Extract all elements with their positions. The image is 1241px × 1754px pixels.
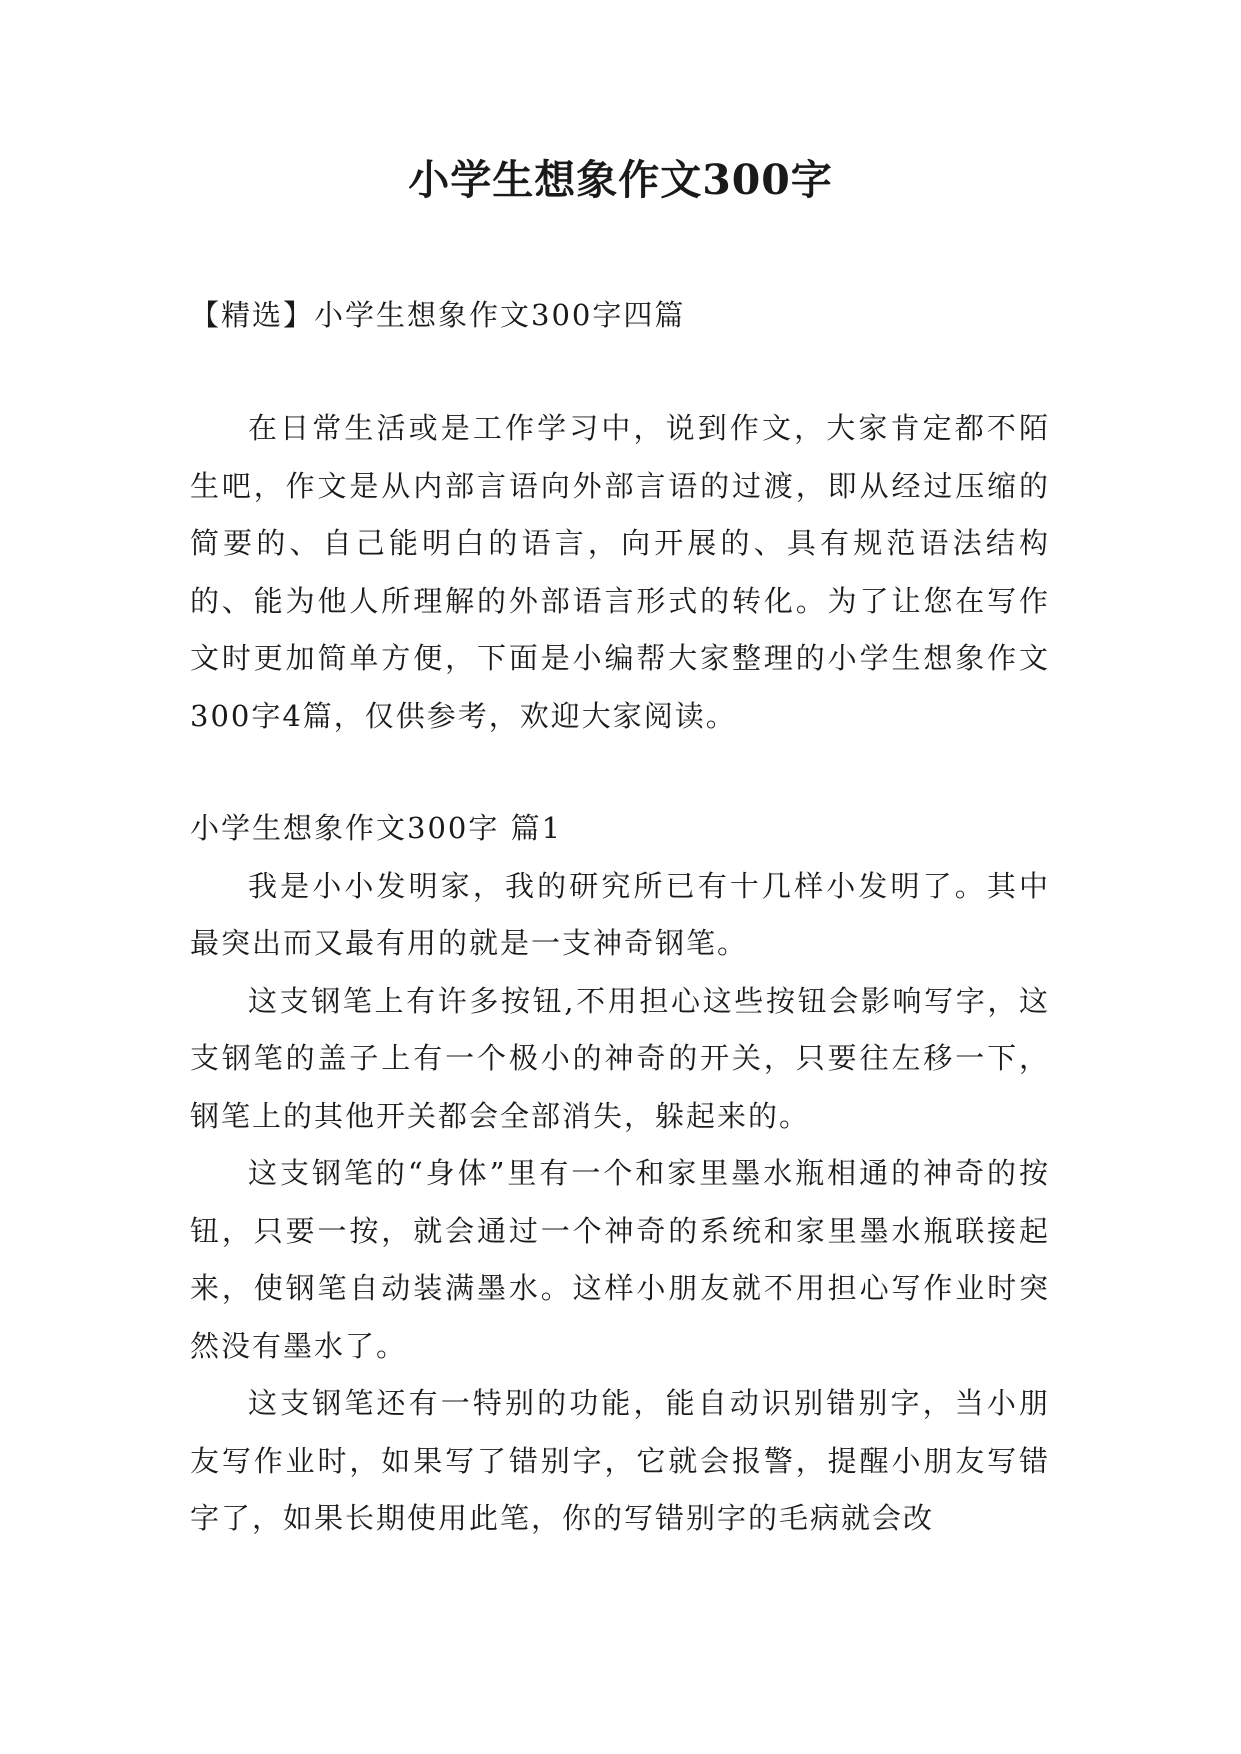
essay-paragraph-3: 这支钢笔的“身体”里有一个和家里墨水瓶相通的神奇的按钮，只要一按，就会通过一个神奇的系统和家里墨水瓶联接起来，使钢笔自动装满墨水。这样小朋友就不用担心写作业时突然没有墨水了。: [190, 1156, 1050, 1363]
section-heading: 小学生想象作文300字 篇1: [190, 811, 563, 845]
document-subtitle: 【精选】小学生想象作文300字四篇: [190, 298, 686, 332]
intro-paragraph: 在日常生活或是工作学习中，说到作文，大家肯定都不陌生吧，作文是从内部言语向外部言语的过渡，即从经过压缩的简要的、自己能明白的语言，向开展的、具有规范语法结构的、能为他人所理解的外部语言形式的转化。为了让您在写作文时更加简单方便，下面是小编帮大家整理的小学生想象作文300字4篇，仅供参考，欢迎大家阅读。: [190, 411, 1050, 733]
essay-paragraph-2: 这支钢笔上有许多按钮,不用担心这些按钮会影响写字，这支钢笔的盖子上有一个极小的神奇的开关，只要往左移一下，钢笔上的其他开关都会全部消失，躲起来的。: [190, 983, 1050, 1133]
document-title: 小学生想象作文300字: [408, 156, 833, 204]
essay-paragraph-1: 我是小小发明家，我的研究所已有十几样小发明了。其中最突出而又最有用的就是一支神奇钢笔。: [190, 868, 1050, 960]
essay-paragraph-4: 这支钢笔还有一特别的功能，能自动识别错别字，当小朋友写作业时，如果写了错别字，它就会报警，提醒小朋友写错字了，如果长期使用此笔，你的写错别字的毛病就会改: [190, 1386, 1050, 1535]
essay-block: [190, 800, 1050, 1548]
intro-block: [190, 400, 1050, 745]
